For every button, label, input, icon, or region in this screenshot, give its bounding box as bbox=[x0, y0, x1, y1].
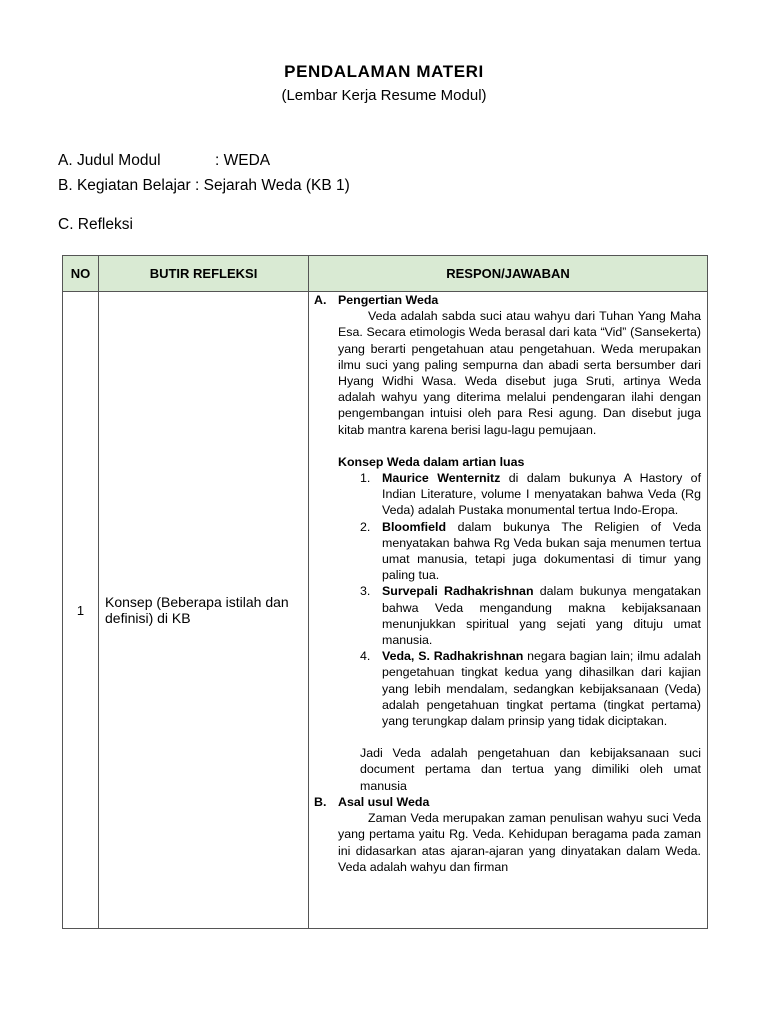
module-title-value: : WEDA bbox=[215, 152, 271, 169]
learning-activity-line bbox=[58, 177, 350, 195]
list-item-number: 1. bbox=[360, 471, 371, 486]
header-no: NO bbox=[63, 256, 99, 292]
section-b-title: Asal usul Weda bbox=[338, 794, 430, 809]
list-item-number: 2. bbox=[360, 519, 371, 534]
reflection-table bbox=[62, 255, 708, 929]
section-a-letter: A. bbox=[314, 293, 327, 307]
list-item-number: 4. bbox=[360, 649, 371, 664]
row-butir-refleksi: Konsep (Beberapa istilah dan definisi) di KB bbox=[99, 292, 309, 929]
list-item-author: Veda, S. Radhakrishnan bbox=[382, 649, 524, 664]
konsep-list bbox=[314, 470, 701, 729]
list-item bbox=[360, 470, 701, 519]
list-item-author: Maurice Wenternitz bbox=[382, 471, 501, 486]
list-item bbox=[360, 519, 701, 584]
list-item bbox=[360, 648, 701, 729]
page-title: PENDALAMAN MATERI bbox=[284, 62, 484, 81]
list-item-author: Bloomfield bbox=[382, 519, 447, 534]
module-title-line bbox=[58, 152, 270, 170]
konsep-heading: Konsep Weda dalam artian luas bbox=[338, 454, 525, 469]
learning-activity-label: B. Kegiatan Belajar bbox=[58, 177, 191, 194]
konsep-conclusion: Jadi Veda adalah pengetahuan dan kebijaksanaan suci document pertama dan tertua yang dimiliki oleh umat manusia bbox=[360, 746, 701, 793]
section-a-heading bbox=[314, 292, 701, 308]
table-row bbox=[63, 292, 708, 929]
list-item-text: negara bagian lain; ilmu adalah pengetahuan tingkat kedua yang dihasilkan dari kajian yang lebih mendalam, sedangkan kebijaksanaan (Veda) adalah pengetahuan tingkat pertama (tingkat pertama) yang terungkap dalam prinsip yang tidak diciptakan. bbox=[382, 649, 701, 729]
reflection-heading: C. Refleksi bbox=[58, 216, 133, 233]
section-b-letter: B. bbox=[314, 794, 327, 809]
table-header-row bbox=[63, 256, 708, 292]
list-item-text: dalam bukunya The Religien of Veda menyatakan bahwa Rg Veda bukan saja menumen tertua umat manusia, tetapi juga dokumentasi di timur yang paling tua. bbox=[382, 519, 701, 583]
list-item-author: Survepali Radhakrishnan bbox=[382, 584, 534, 599]
row-response-cell bbox=[309, 292, 708, 929]
section-b-paragraph: Zaman Veda merupakan zaman penulisan wahyu suci Veda yang pertama yaitu Rg. Veda. Kehidupan beragama pada zaman ini didasarkan atas ajaran-ajaran yang dinyatakan dalam Weda. Veda adalah wahyu dan firman bbox=[338, 811, 701, 874]
page-subtitle: (Lembar Kerja Resume Modul) bbox=[281, 87, 487, 104]
header-respon-jawaban: RESPON/JAWABAN bbox=[309, 256, 708, 292]
learning-activity-value: : Sejarah Weda (KB 1) bbox=[195, 177, 350, 194]
section-b-heading bbox=[314, 794, 701, 810]
header-butir-refleksi: BUTIR REFLEKSI bbox=[99, 256, 309, 292]
row-number: 1 bbox=[63, 292, 99, 929]
list-item-text: dalam bukunya mengatakan bahwa Veda mengandung makna kebijaksanaan menunjukkan spiritual yang sejati yang dituju umat manusia. bbox=[382, 584, 701, 648]
section-a-paragraph: Veda adalah sabda suci atau wahyu dari Tuhan Yang Maha Esa. Secara etimologis Weda berasal dari kata “Vid” (Sansekerta) yang berarti pengetahuan atau pengetahuan. Weda merupakan ilmu suci yang paling sempurna dan abadi serta bersumber dari Hyang Widhi Wasa. Weda disebut juga Sruti, artinya Weda adalah wahyu yang diterima melalui pendengaran ilahi dengan pengembangan intuisi oleh para Resi agung. Dan disebut juga kitab mantra karena berisi lagu-lagu pemujaan. bbox=[338, 309, 701, 437]
section-a-title: Pengertian Weda bbox=[338, 293, 439, 307]
module-title-label: A. Judul Modul bbox=[58, 152, 161, 169]
list-item bbox=[360, 583, 701, 648]
list-item-text: di dalam bukunya A Hastory of Indian Literature, volume I menyatakan bahwa Veda (Rg Veda) adalah Pustaka monumental tertua Indo-Eropa. bbox=[382, 471, 702, 518]
response-content bbox=[309, 292, 707, 928]
list-item-number: 3. bbox=[360, 584, 371, 599]
